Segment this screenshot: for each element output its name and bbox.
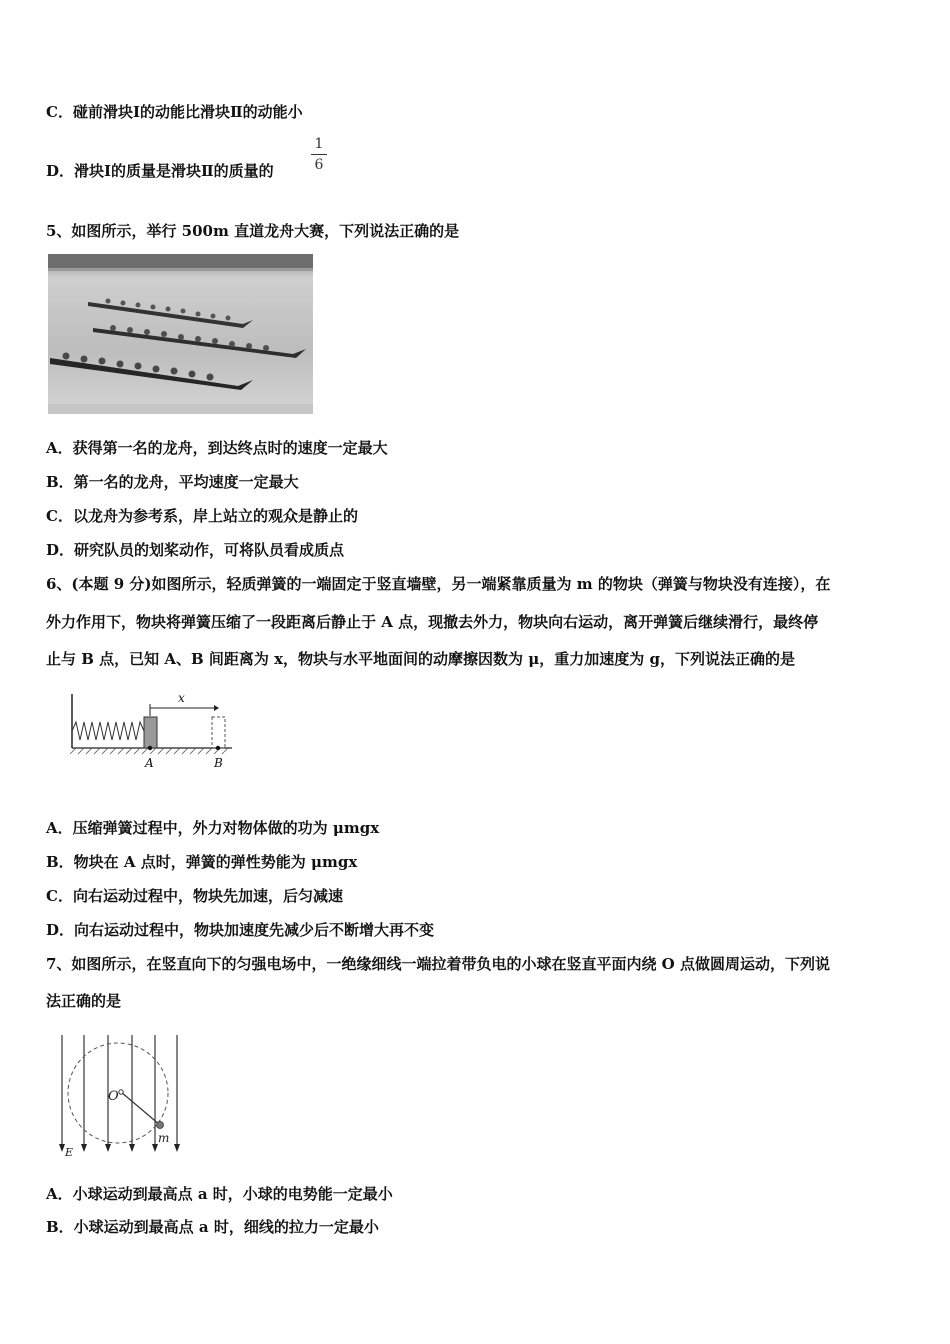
q4-option-c: C．碰前滑块Ⅰ的动能比滑块Ⅱ的动能小	[46, 103, 303, 121]
q7-stem-line-2: 法正确的是	[46, 992, 122, 1010]
q6-option-c: C．向右运动过程中，物块先加速，后匀减速	[46, 887, 343, 905]
q7-stem-line-1: 7、如图所示，在竖直向下的匀强电场中，一绝缘细线一端拉着带负电的小球在竖直平面内绕 O 点做圆周运动，下列说	[46, 955, 830, 973]
q6-stem-line-2: 外力作用下，物块将弹簧压缩了一段距离后静止于 A 点，现撤去外力，物块向右运动，离开弹簧后继续滑行，最终停	[46, 613, 819, 631]
q5-option-c: C．以龙舟为参考系，岸上站立的观众是静止的	[46, 507, 358, 525]
q6-stem-line-1: 6、(本题 9 分)如图所示，轻质弹簧的一端固定于竖直墙壁，另一端紧靠质量为 m 的物块（弹簧与物块没有连接），在	[46, 575, 831, 593]
q7-option-b: B．小球运动到最高点 a 时，细线的拉力一定最小	[46, 1218, 379, 1236]
distance-label-x: x	[178, 691, 185, 705]
q5-stem: 5、如图所示，举行 500m 直道龙舟大赛，下列说法正确的是	[46, 222, 460, 240]
q7-option-a: A．小球运动到最高点 a 时，小球的电势能一定最小	[46, 1185, 393, 1203]
fraction-numerator: 1	[314, 136, 324, 152]
fraction-denominator: 6	[314, 157, 324, 173]
ball-label-m: m	[158, 1131, 170, 1145]
spring-block-diagram	[64, 686, 234, 776]
dragon-boat-photo	[48, 254, 313, 414]
electric-field-circle-diagram	[50, 1030, 185, 1160]
center-label-o: O	[108, 1089, 119, 1104]
fraction-one-sixth	[311, 136, 327, 173]
q6-option-d: D．向右运动过程中，物块加速度先减少后不断增大再不变	[46, 921, 435, 939]
field-label-e: E	[65, 1146, 74, 1159]
q6-option-b: B．物块在 A 点时，弹簧的弹性势能为 μmgx	[46, 853, 358, 871]
point-label-a: A	[145, 756, 154, 770]
q6-stem-line-3: 止与 B 点，已知 A、B 间距离为 x，物块与水平地面间的动摩擦因数为 μ，重力加速度为 g，下列说法正确的是	[46, 650, 795, 668]
q5-option-a: A．获得第一名的龙舟，到达终点时的速度一定最大	[46, 439, 388, 457]
q5-option-d: D．研究队员的划桨动作，可将队员看成质点	[46, 541, 345, 559]
q6-option-a: A．压缩弹簧过程中，外力对物体做的功为 μmgx	[46, 819, 380, 837]
q4-option-d: D．滑块Ⅰ的质量是滑块Ⅱ的质量的	[46, 162, 274, 180]
point-label-b: B	[214, 756, 223, 770]
q5-option-b: B．第一名的龙舟，平均速度一定最大	[46, 473, 299, 491]
